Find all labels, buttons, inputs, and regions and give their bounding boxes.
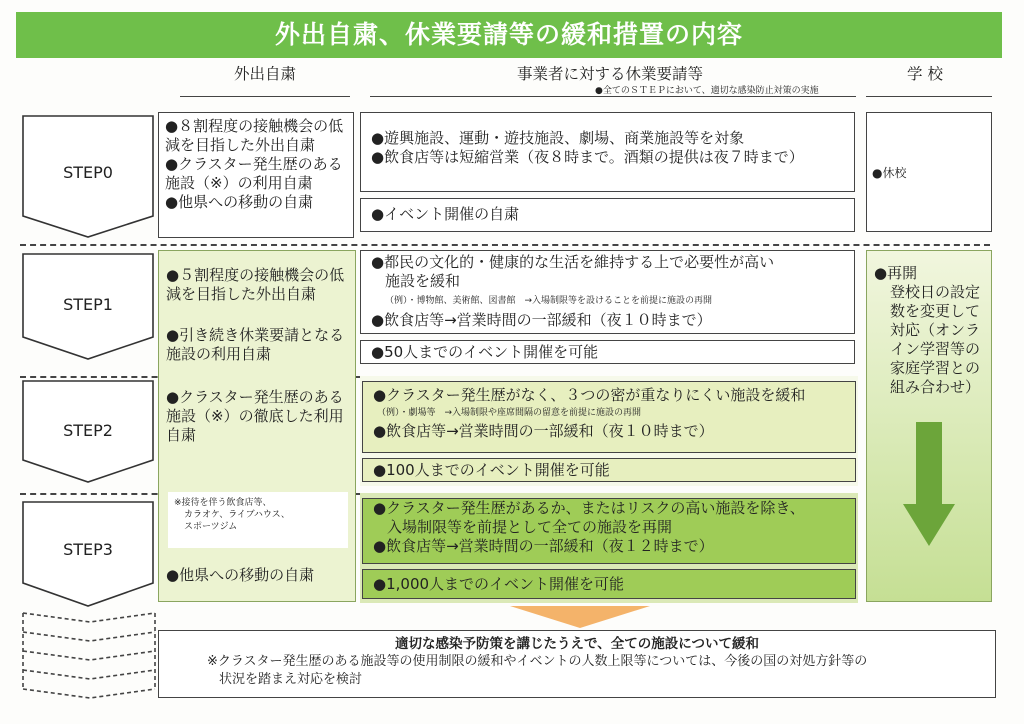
final-note: ※クラスター発生歴のある施設等の使用制限の緩和やイベントの人数上限等については、今後の国の対処方針等の [207,654,868,669]
step0-event-box [360,198,855,232]
school-line: 登校日の設定 [890,283,981,301]
business-item: ●クラスター発生歴があるか、またはリスクの高い施設を除き、 [373,499,805,517]
business-item: ●50人までのイベント開催を可能 [371,343,599,361]
outing-later-list [166,266,350,445]
final-box [158,630,996,698]
business-item: ●イベント開催の自粛 [371,205,520,223]
orange-arrow-icon [510,604,650,630]
step3-business-box [362,498,856,564]
header-underline [370,96,856,97]
business-item: ●遊興施設、運動・遊技施設、劇場、商業施設等を対象 [371,129,745,147]
step3-label: STEP3 [63,540,113,559]
school-line: 組み合わせ） [890,378,981,396]
footnote-line: カラオケ、ライブハウス、 [184,510,290,520]
business-item: ●1,000人までのイベント開催を可能 [373,575,625,593]
final-chevrons [20,610,160,715]
business-item: ●都民の文化的・健康的な生活を維持する上で必要性が高い [371,253,775,271]
step1-label: STEP1 [63,295,113,314]
step0-label: STEP0 [63,163,113,182]
step0-business-box [360,112,855,192]
outing-item: ●他県への移動の自粛 [165,193,314,211]
business-item: 施設を緩和 [385,272,461,290]
column-header-school: 学 校 [907,65,943,83]
footnote-line: ※接待を伴う飲食店等、 [174,498,272,508]
business-example: （例）・博物館、美術館、図書館 →入場制限等を設けることを前提に施設の再開 [385,296,713,306]
down-arrow-icon [902,420,956,548]
outing-item: ●引き続き休業要請となる施設の利用自粛 [166,326,345,363]
step2-business-box [362,381,856,453]
school-line: 家庭学習との [890,359,981,377]
step1-event-box [360,340,855,364]
step2-event-box [362,458,856,482]
business-item: 入場制限等を前提として全ての施設を再開 [387,518,673,536]
header-underline [180,96,350,97]
outing-item: ●他県への移動の自粛 [166,566,315,584]
final-note: 状況を踏まえ対応を検討 [219,672,363,687]
column-header-business: 事業者に対する休業要請等 [516,65,703,83]
business-item: ●100人までのイベント開催を可能 [373,461,610,479]
school-line: 対応（オンラ [890,321,981,339]
school-line: ●再開 [874,264,918,282]
outing-item: ●５割程度の接触機会の低減を目指した外出自粛 [166,266,345,303]
school-closure: ●休校 [872,166,907,180]
business-item: ●飲食店等→営業時間の一部緩和（夜１２時まで） [373,537,714,555]
school-reopen-list [874,264,990,397]
final-headline: 適切な感染予防策を講じたうえで、全ての施設について緩和 [395,636,759,652]
business-note: ●全てのＳＴＥＰにおいて、適切な感染防止対策の実施 [595,86,819,96]
business-item: ●飲食店等→営業時間の一部緩和（夜１０時まで） [373,422,714,440]
outing-item: ●クラスター発生歴のある施設（※）の利用自粛 [165,155,343,192]
column-header-outing: 外出自粛 [233,65,296,83]
step1-business-box [360,250,855,334]
outing-item: ●８割程度の接触機会の低減を目指した外出自粛 [165,117,344,154]
step-separator [20,244,990,246]
header-underline [866,96,992,97]
business-item: ●飲食店等は短縮営業（夜８時まで。酒類の提供は夜７時まで） [371,148,804,166]
page-title: 外出自粛、休業要請等の緩和措置の内容 [16,12,1002,58]
step2-label: STEP2 [63,421,113,440]
school-line: 数を変更して [890,302,981,320]
step0-outing-box [158,112,354,238]
outing-item: ●クラスター発生歴のある施設（※）の徹底した利用自粛 [166,388,344,444]
business-item: ●クラスター発生歴がなく、３つの密が重なりにくい施設を緩和 [373,386,806,404]
business-item: ●飲食店等→営業時間の一部緩和（夜１０時まで） [371,311,712,329]
business-example: （例）・劇場等 →入場制限や座席間隔の留意を前提に施設の再開 [377,408,642,418]
school-line: イン学習等の [890,340,981,358]
footnote-line: スポーツジム [184,522,238,532]
outing-footnote [168,492,348,548]
step3-event-box [362,569,856,599]
